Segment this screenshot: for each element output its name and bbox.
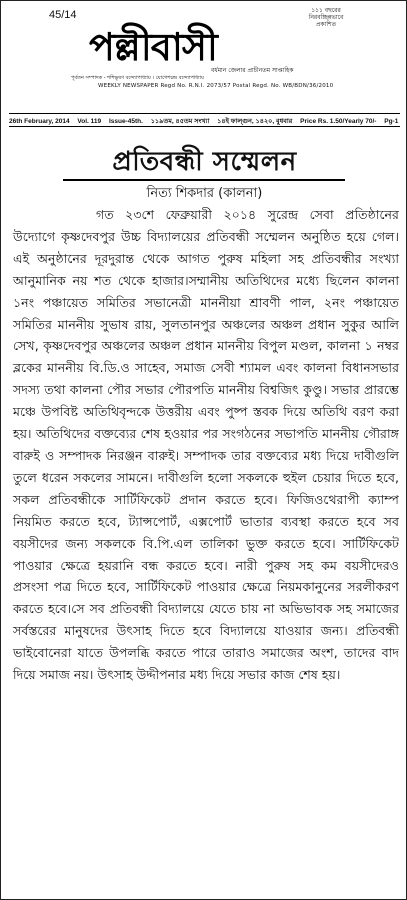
price: Price Rs. 1.50/Yearly 70/- bbox=[300, 118, 377, 125]
article-headline: প্রতিবন্ধী সম্মেলন bbox=[112, 147, 297, 177]
masthead-subtitle: বর্ধমান জেলার প্রাচীনতম সাপ্তাহিক bbox=[211, 67, 294, 74]
volume: Vol. 119 bbox=[77, 118, 102, 125]
badge-line: নিরবচ্ছিন্নভাবে bbox=[308, 14, 344, 21]
issue-date: 26th February, 2014 bbox=[9, 118, 70, 125]
dateline-bar bbox=[9, 113, 400, 127]
masthead-founders: পূর্বতন সম্পাদক - শশিভূষণ বন্দ্যোপাধ্যায় । যোগেশচন্দ্র বন্দ্যোপাধ্যায় bbox=[71, 75, 204, 81]
registration-line: WEEKLY NEWSPAPER Regd No. R.N.I. 2073/57 Postal Regd. No. WB/BDN/36/2010 bbox=[98, 83, 334, 89]
masthead bbox=[89, 23, 369, 71]
badge-line: ১১১ বছরের bbox=[311, 7, 341, 14]
article-body bbox=[13, 204, 399, 686]
article-text: গত ২৩শে ফেব্রুয়ারী ২০১৪ সুরেন্দ্র সেবা প্রতিষ্ঠানের উদ্যোগে কৃষ্ণদেবপুর উচ্চ বিদ্যালয়ের প্রতিবন্ধী সম্মেলন অনুষ্ঠিত হয়ে গেল।এই অনুষ্ঠানের দূরদুরান্ত থেকে আগত পুরুষ মহিলা সহ প্রতিবন্ধীর সংখ্যা আনুমানিক নয় শত থেকে হাজার।সম্মানীয় অতিথিদের মধ্যে ছিলেন কালনা ১নং পঞ্চায়েত সমিতির সভানেত্রী মাননীয়া শ্রাবণী পাল, ২নং পঞ্চায়েত সমিতির মাননীয় সুভাষ রায়, সুলতানপুর অঞ্চলের অঞ্চল প্রধান সুকুর আলি সেখ, কৃষ্ণদেবপুর অঞ্চলের অঞ্চল প্রধান মাননীয় বিপুল মণ্ডল, কালনা ১ নম্বর ব্লকের মাননীয় বি.ডি.ও সাহেব, সমাজ সেবী শ্যামল এবং কালনা বিধানসভার সদস্য তথা কালনা পৌর সভার পৌরপতি মাননীয় বিশ্বজিৎ কুণ্ডু। সভার প্রারম্ভে মঞ্চে উপবিষ্ট অতিথিবৃন্দকে উত্তরীয় এবং পুষ্প স্তবক দিয়ে অতিথি বরণ করা হয়। অতিথিদের বক্তব্যের শেষ হওয়ার পর সংগঠনের সভাপতি মাননীয় গৌরাঙ্গ বারুই ও সম্পাদক নিরঞ্জন বারুই। সম্পাদক তার বক্তব্যের মধ্য দিয়ে দাবীগুলি তুলে ধরেন সকলের সামনে। দাবীগুলি হলো সকলকে হুইল চেয়ার দিতে হবে, সকল প্রতিবন্ধীকে সার্টিফিকেট প্রদান করতে হবে। ফিজিওথেরাপী ক্যাম্প নিয়মিত করতে হবে, ট্যান্সপোর্ট, এক্সপোর্ট ভাতার ব্যবস্থা করতে হবে সব বয়সীদের জন্য সকলকে বি.পি.এল তালিকা ভুক্ত করতে হবে। সার্টিফিকেট পাওয়ার ক্ষেত্রে হয়রানি বন্ধ করতে হবে। নারী পুরুষ সহ কম বয়সীদেরও প্রসংসা পত্র দিতে হবে, সার্টিফিকেট পাওয়ার ক্ষেত্রে নিয়মকানুনের সরলীকরণ করতে হবে।সে সব প্রতিবন্ধী বিদ্যালয়ে যেতে চায় না অভিভাবক সহ সমাজের সর্বস্তরের মানুষদের উৎসাহ দিতে হবে বিদ্যালয়ে যাওয়ার জন্য। প্রতিবন্ধী ভাইবোনেরা যাতে উপলব্ধি করতে পারে তারাও সমাজের অংশ, তাদের বাদ দিয়ে সমাজ নয়। উৎসাহ উদ্দীপনার মধ্য দিয়ে সভার কাজ শেষ হয়। bbox=[13, 207, 399, 683]
clipping-number: 45/14 bbox=[49, 9, 77, 21]
bengali-date: ১৪ই ফাল্গুন, ১৪২০, বুধবার bbox=[217, 118, 293, 125]
bengali-issue: ১১৯তম, ৪৫তম সংখ্যা bbox=[150, 118, 210, 125]
headline-rule bbox=[63, 179, 345, 181]
badge-line: প্রকাশিত bbox=[315, 21, 337, 28]
page-number: Pg-1 bbox=[384, 118, 399, 125]
article-byline: নিত্য শিকদার (কালনা) bbox=[146, 186, 263, 201]
newspaper-title: পল্লীবাসী bbox=[89, 24, 217, 69]
issue-number: Issue-45th. bbox=[108, 118, 143, 125]
